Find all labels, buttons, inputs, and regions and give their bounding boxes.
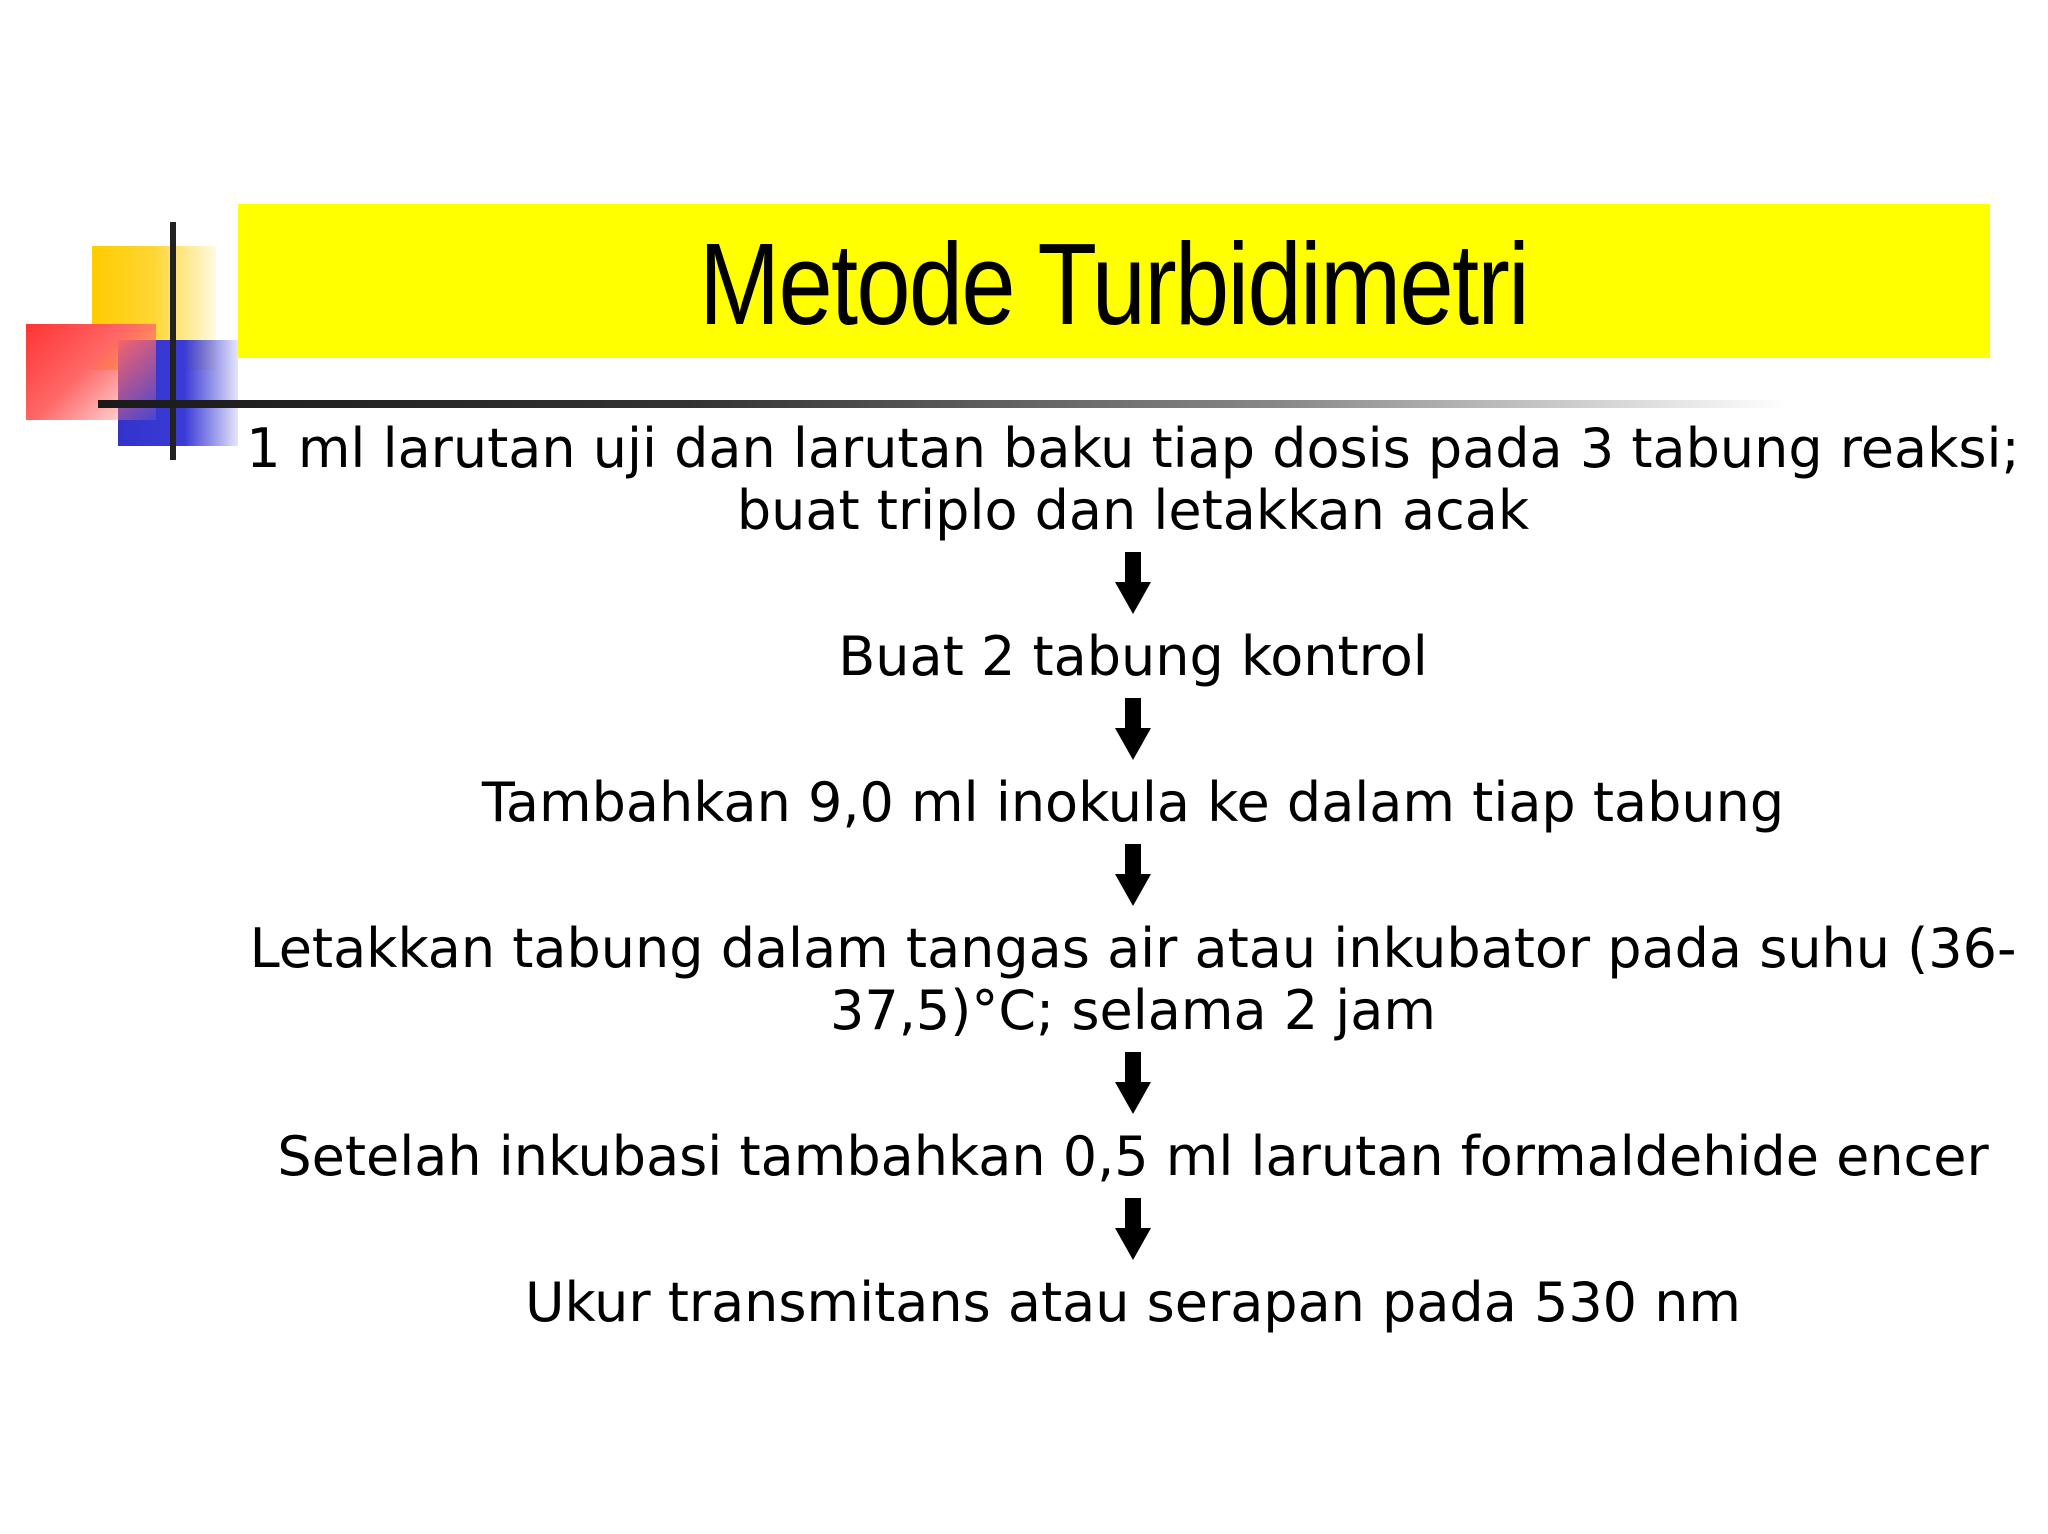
- flow-step-1-line-1: 1 ml larutan uji dan larutan baku tiap dosis pada 3 tabung reaksi;: [246, 417, 2020, 480]
- flow-diagram: [246, 417, 2020, 1334]
- flow-step-1-line-2: buat triplo dan letakkan acak: [736, 479, 1530, 542]
- flow-step-3: [482, 772, 1784, 834]
- flow-step-3-line-1: Tambahkan 9,0 ml inokula ke dalam tiap tabung: [481, 771, 1785, 834]
- flow-step-2-line-1: Buat 2 tabung kontrol: [838, 625, 1428, 688]
- slide-title: Metode Turbidimetri: [699, 219, 1529, 349]
- flow-step-5: [277, 1126, 1988, 1188]
- down-arrow-icon: [1103, 1198, 1163, 1260]
- decorative-horizontal-line: [98, 400, 1788, 408]
- flow-step-6-line-1: Ukur transmitans atau serapan pada 530 nm: [524, 1271, 1742, 1334]
- down-arrow-icon: [1103, 698, 1163, 760]
- flow-step-5-line-1: Setelah inkubasi tambahkan 0,5 ml larutan formaldehide encer: [277, 1125, 1989, 1188]
- down-arrow-icon: [1103, 552, 1163, 614]
- flow-step-4-line-1: Letakkan tabung dalam tangas air atau inkubator pada suhu (36-: [249, 917, 2017, 980]
- flow-step-4-line-2: 37,5)°C; selama 2 jam: [830, 979, 1436, 1042]
- flow-step-1: [246, 418, 2019, 542]
- decorative-vertical-line: [170, 222, 176, 460]
- down-arrow-icon: [1103, 1052, 1163, 1114]
- flow-step-6: [525, 1272, 1741, 1334]
- down-arrow-icon: [1103, 844, 1163, 906]
- flow-step-4: [250, 918, 2017, 1042]
- flow-step-2: [838, 626, 1428, 688]
- title-band: [238, 204, 1990, 358]
